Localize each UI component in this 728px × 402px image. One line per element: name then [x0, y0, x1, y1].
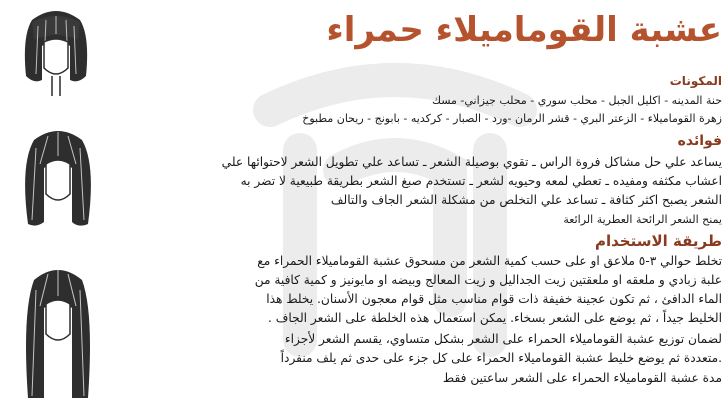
usage-line: مدة عشبة القوماميلاء الحمراء على الشعر ساعتين فقط — [442, 371, 722, 385]
page-title: عشبة القوماميلاء حمراء — [326, 10, 722, 50]
ingredients-heading: المكونات — [669, 74, 722, 88]
usage-line: الماء الدافئ ، ثم تكون عجينة خفيفة ذات قوام مناسب مثل قوام معجون الأسنان. يخلط هذا — [266, 292, 722, 306]
ingredients-line: زهرة القوماميلاء - الزعتر البري - قشر الرمان -ورد - الصبار - كركديه - بابونج - ريحان مطبوخ — [302, 112, 722, 125]
usage-line: تخلط حوالي ٣-٥ ملاعق او على حسب كمية الشعر من مسحوق عشبة القوماميلاء الحمراء مع — [257, 254, 722, 268]
ingredients-line: حنة المدينه - اكليل الجبل - محلب سوري - محلب جيزاني- مسك — [431, 94, 722, 107]
benefits-heading: فوائده — [677, 133, 722, 149]
benefits-line: الشعر يصبح اكثر كثافة ـ تساعد علي التخلص من مشكلة الشعر الجاف والتالف — [330, 193, 722, 207]
usage-heading: طريقة الاستخدام — [594, 232, 722, 250]
usage-line: علبة زبادي و ملعقه او ملعقتين زيت الجداليل و زيت المعالج وبيضه او مايونيز و كمية كافية من — [254, 273, 722, 287]
usage-line: الخليط جيداً ، ثم يوضع على الشعر بسخاء. يمكن استعمال هذه الخلطة على الشعر الجاف . — [268, 311, 722, 325]
short-bob-hair-icon — [18, 6, 94, 98]
benefits-line: يمنح الشعر الرائحة العطرية الرائعة — [563, 213, 722, 226]
shoulder-hair-icon — [18, 124, 98, 232]
long-straight-hair-icon — [18, 262, 98, 400]
benefits-line: اعشاب مكثفه ومفيده ـ تعطي لمعه وحيويه لشعر ـ تستخدم صبغ الشعر بطريقة طبيعية لا تضر به — [240, 174, 722, 188]
hairstyle-illustrations — [0, 0, 110, 402]
usage-line: لضمان توزيع عشبة القوماميلاء الحمراء على الشعر بشكل متساوي، يقسم الشعر لأجزاء — [284, 332, 722, 346]
usage-line: .متعددة ثم يوضع خليط عشبة القوماميلاء الحمراء على كل جزء على حدى ثم يلف منفرداً — [280, 351, 722, 365]
product-description — [110, 0, 722, 402]
benefits-line: يساعد علي حل مشاكل فروة الراس ـ تقوي بوصيلة الشعر ـ تساعد علي تطويل الشعر لاحتوائها علي — [221, 155, 722, 169]
